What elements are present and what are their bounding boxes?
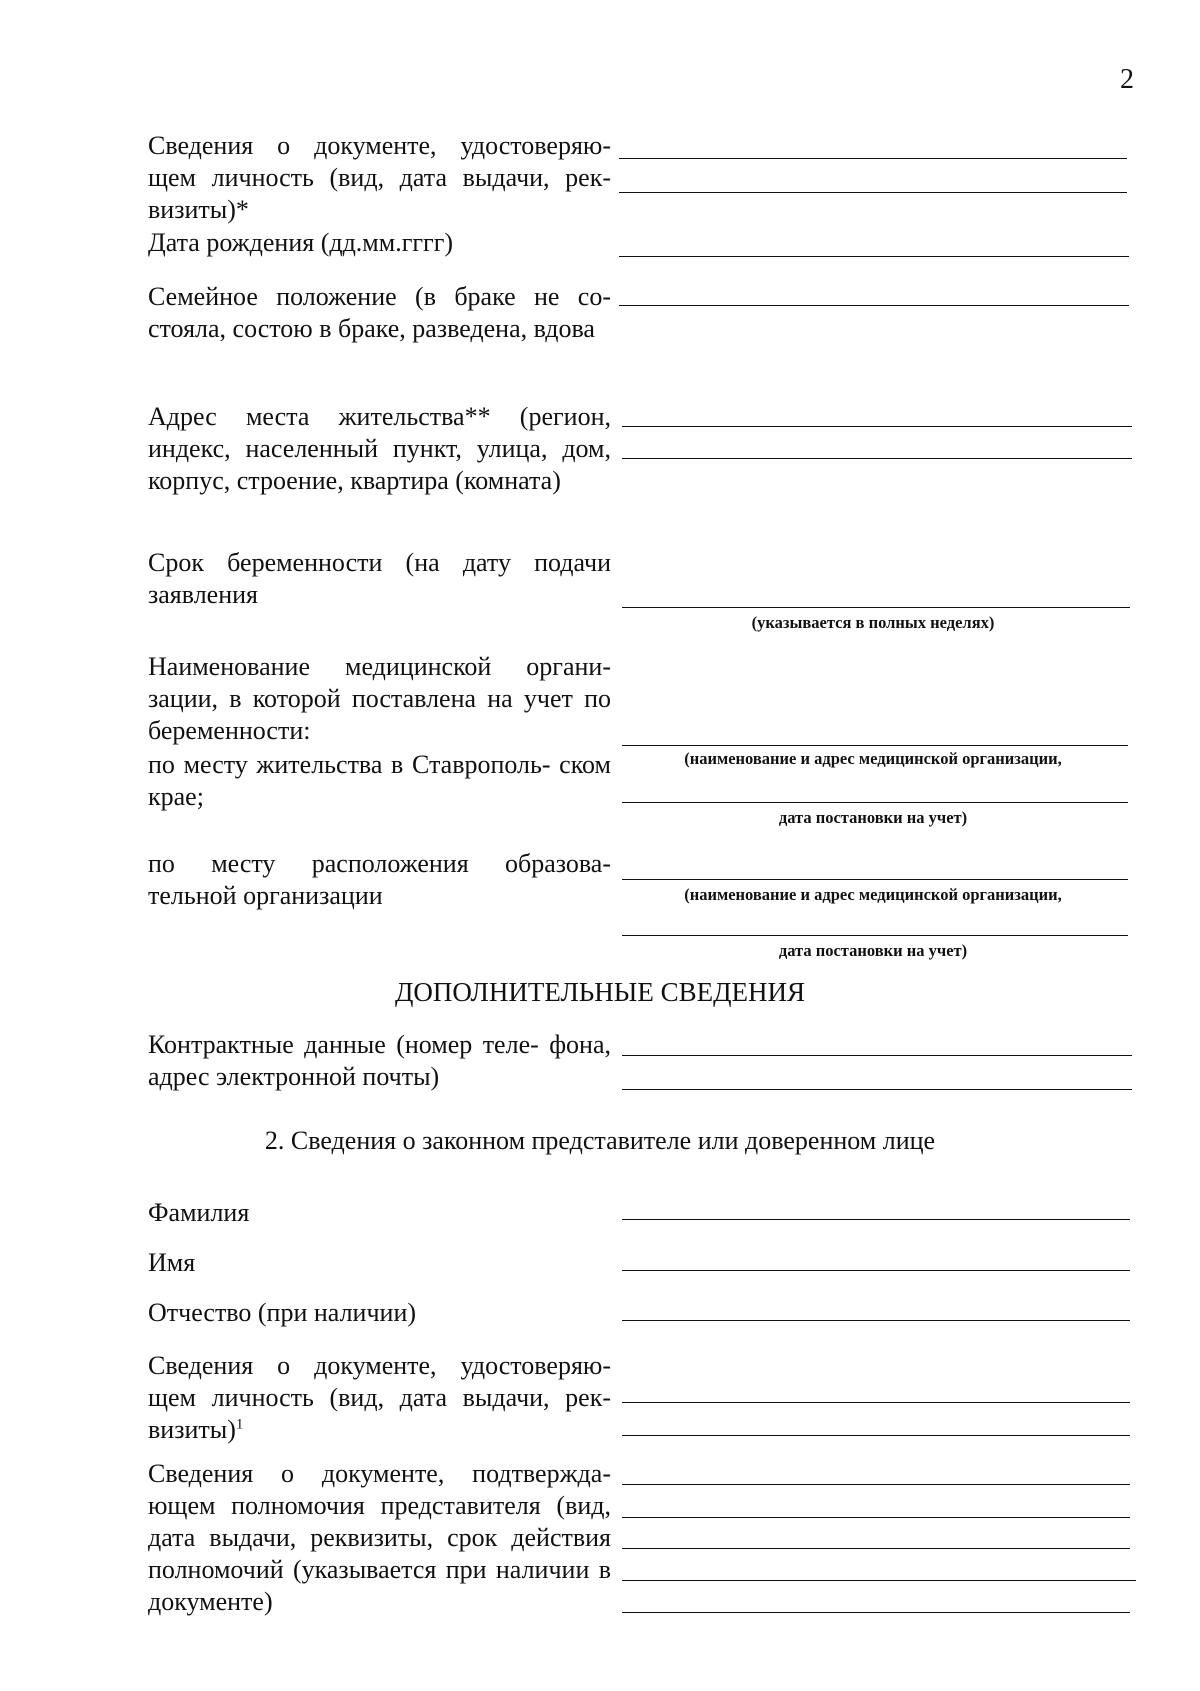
input-line-authority-1[interactable] [622,1484,1130,1485]
label-medical-org-education: по месту расположения образова- тельной организации [148,849,611,910]
footnote-marker: 1 [235,1416,244,1433]
label-id-document: Сведения о документе, удостоверяю- щем личность (вид, дата выдачи, рек- визиты)* [148,131,611,224]
label-patronymic: Отчество (при наличии) [148,1298,417,1327]
label-representative-id-document [148,1350,611,1446]
input-line-authority-5[interactable] [622,1612,1130,1613]
input-line-id-document-2[interactable] [619,192,1127,193]
input-line-medical-org-education-1[interactable] [622,879,1128,880]
input-line-pregnancy-term[interactable] [622,607,1130,608]
label-representative-id-document-text: Сведения о документе, удостоверяю- щем личность (вид, дата выдачи, рек- визиты) [148,1351,611,1444]
heading-section-2: 2. Сведения о законном представителе или доверенном лице [264,1126,936,1155]
label-marital-status: Семейное положение (в браке не со- стояла, состою в браке, разведена, вдова [148,282,611,343]
input-line-authority-3[interactable] [622,1548,1130,1549]
input-line-surname[interactable] [622,1219,1130,1220]
input-line-patronymic[interactable] [622,1320,1130,1321]
page-number: 2 [1120,64,1134,95]
caption-medical-org-residence-2: дата постановки на учет) [778,808,968,827]
caption-medical-org-education-2: дата постановки на учет) [778,941,968,960]
label-authority-document: Сведения о документе, подтвержда- ющем полномочия представителя (вид, дата выдачи, реквизиты, срок действия полномочий (указывается при наличии в документе) [148,1459,611,1616]
input-line-authority-2[interactable] [622,1517,1130,1518]
caption-pregnancy-term: (указывается в полных неделях) [751,613,995,632]
input-line-contacts-1[interactable] [622,1055,1132,1056]
caption-medical-org-residence-1: (наименование и адрес медицинской организации, [684,749,1062,768]
input-line-address-1[interactable] [622,426,1132,427]
input-line-authority-4[interactable] [622,1580,1136,1581]
input-line-medical-org-residence-2[interactable] [622,802,1128,803]
label-name: Имя [148,1248,196,1277]
input-line-id-document-1[interactable] [619,158,1127,159]
input-line-representative-id-2[interactable] [622,1435,1130,1436]
label-surname: Фамилия [148,1198,250,1227]
input-line-medical-org-education-2[interactable] [622,935,1128,936]
label-address: Адрес места жительства** (регион, индекс, населенный пункт, улица, дом, корпус, строение, квартира (комната) [148,402,611,495]
heading-additional-info: ДОПОЛНИТЕЛЬНЫЕ СВЕДЕНИЯ [394,977,806,1007]
label-birth-date: Дата рождения (дд.мм.гггг) [148,228,454,257]
label-medical-org-intro: Наименование медицинской органи- зации, в которой поставлена на учет по беременности: [148,652,611,745]
input-line-contacts-2[interactable] [622,1089,1132,1090]
input-line-marital-status[interactable] [619,305,1129,306]
label-contacts: Контрактные данные (номер теле- фона, адрес электронной почты) [148,1030,611,1091]
caption-medical-org-education-1: (наименование и адрес медицинской организации, [684,885,1062,904]
input-line-name[interactable] [622,1270,1130,1271]
label-pregnancy-term: Срок беременности (на дату подачи заявления [148,548,611,609]
input-line-representative-id-1[interactable] [622,1402,1130,1403]
input-line-birth-date[interactable] [619,256,1129,257]
label-medical-org-residence: по месту жительства в Ставрополь- ском крае; [148,750,611,811]
input-line-medical-org-residence-1[interactable] [622,745,1128,746]
input-line-address-2[interactable] [622,458,1132,459]
